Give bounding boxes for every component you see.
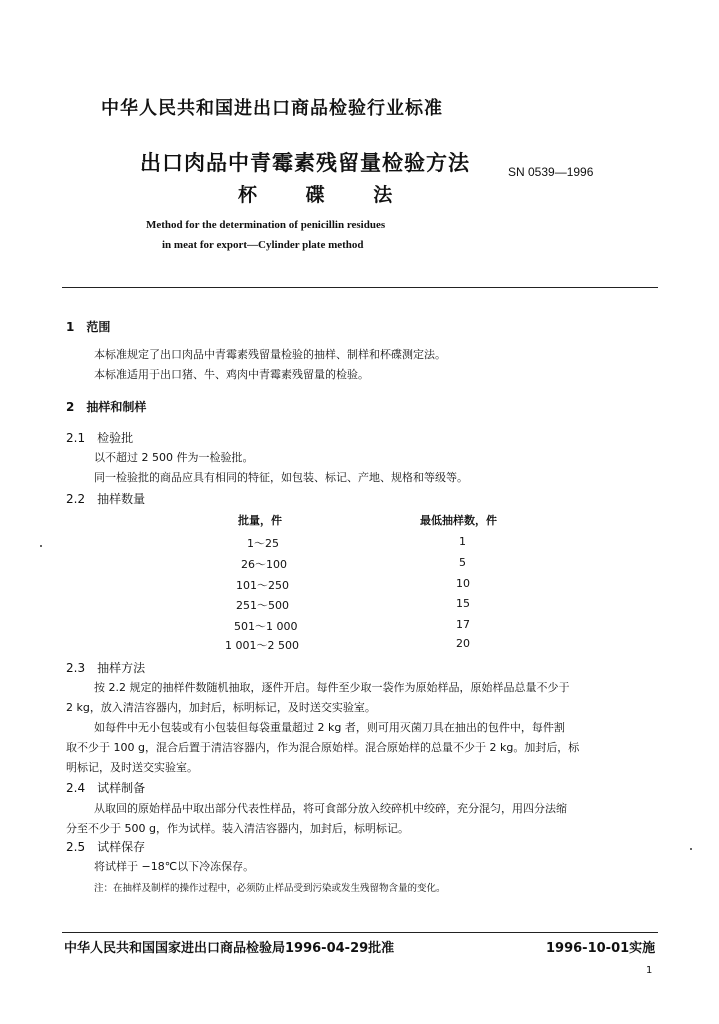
table-cell-batch: 501～1 000: [234, 620, 298, 633]
table-cell-min: 20: [456, 637, 470, 650]
approval-line: 中华人民共和国国家进出口商品检验局1996-04-29批准: [64, 941, 395, 956]
table-cell-min: 17: [456, 618, 470, 631]
section-2-5-heading: 2.5 试样保存: [66, 840, 146, 854]
table-header-batch: 批量，件: [238, 514, 282, 527]
section-2-3-line-3: 如每件中无小包装或有小包装但每袋重量超过 2 kg 者，则可用灭菌刀具在抽出的包件中，每件割: [94, 721, 565, 734]
section-2-4-heading: 2.4 试样制备: [66, 781, 146, 795]
section-2-1-heading: 2.1 检验批: [66, 431, 134, 445]
table-cell-min: 10: [456, 577, 470, 590]
english-title-line2: in meat for export—Cylinder plate method: [162, 239, 364, 251]
section-2-1-para-1: 以不超过 2 500 件为一检验批。: [94, 451, 254, 464]
scan-speck: [40, 545, 42, 547]
section-1-para-1: 本标准规定了出口肉品中青霉素残留量检验的抽样、制样和杯碟测定法。: [94, 348, 446, 361]
table-cell-batch: 26～100: [241, 558, 287, 571]
section-2-3-line-1: 按 2.2 规定的抽样件数随机抽取，逐件开启。每件至少取一袋作为原始样品，原始样品总量不少于: [94, 681, 570, 694]
standard-category-header: 中华人民共和国进出口商品检验行业标准: [101, 98, 443, 119]
header-divider: [62, 287, 658, 288]
table-cell-batch: 101～250: [236, 579, 289, 592]
section-2-4-line-1: 从取回的原始样品中取出部分代表性样品，将可食部分放入绞碎机中绞碎，充分混匀，用四分法缩: [94, 802, 567, 815]
section-2-1-para-2: 同一检验批的商品应具有相同的特征，如包装、标记、产地、规格和等级等。: [94, 471, 468, 484]
section-2-2-heading: 2.2 抽样数量: [66, 492, 146, 506]
footer-divider: [62, 932, 658, 933]
table-cell-min: 15: [456, 597, 470, 610]
section-2-3-line-5: 明标记，及时送交实验室。: [66, 761, 198, 774]
section-2-3-heading: 2.3 抽样方法: [66, 661, 146, 675]
standard-number: SN 0539—1996: [508, 165, 594, 179]
section-2-3-line-4: 取不少于 100 g，混合后置于清洁容器内，作为混合原始样。混合原始样的总量不少于 2 kg。加封后，标: [66, 741, 580, 754]
scan-speck: [690, 848, 692, 850]
section-2-3-line-2: 2 kg，放入清洁容器内，加封后，标明标记，及时送交实验室。: [66, 701, 376, 714]
document-title: 出口肉品中青霉素残留量检验方法: [140, 151, 470, 175]
section-1-para-2: 本标准适用于出口猪、牛、鸡肉中青霉素残留量的检验。: [94, 368, 369, 381]
table-cell-min: 1: [459, 535, 466, 548]
english-title-line1: Method for the determination of penicillin residues: [146, 219, 386, 231]
implementation-date: 1996-10-01实施: [546, 941, 656, 956]
table-cell-min: 5: [459, 556, 466, 569]
document-subtitle: 杯 碟 法: [238, 184, 405, 206]
section-1-heading: 1 范围: [66, 320, 111, 334]
table-cell-batch: 1～25: [247, 537, 279, 550]
page-number: 1: [646, 965, 653, 976]
section-2-heading: 2 抽样和制样: [66, 400, 147, 414]
note: 注：在抽样及制样的操作过程中，必须防止样品受到污染或发生残留物含量的变化。: [94, 883, 446, 894]
section-2-5-line-1: 将试样于 −18℃以下冷冻保存。: [94, 860, 255, 873]
table-header-min-samples: 最低抽样数，件: [420, 514, 497, 527]
section-2-4-line-2: 分至不少于 500 g，作为试样。装入清洁容器内，加封后，标明标记。: [66, 822, 409, 835]
table-cell-batch: 251～500: [236, 599, 289, 612]
table-cell-batch: 1 001～2 500: [225, 639, 299, 652]
